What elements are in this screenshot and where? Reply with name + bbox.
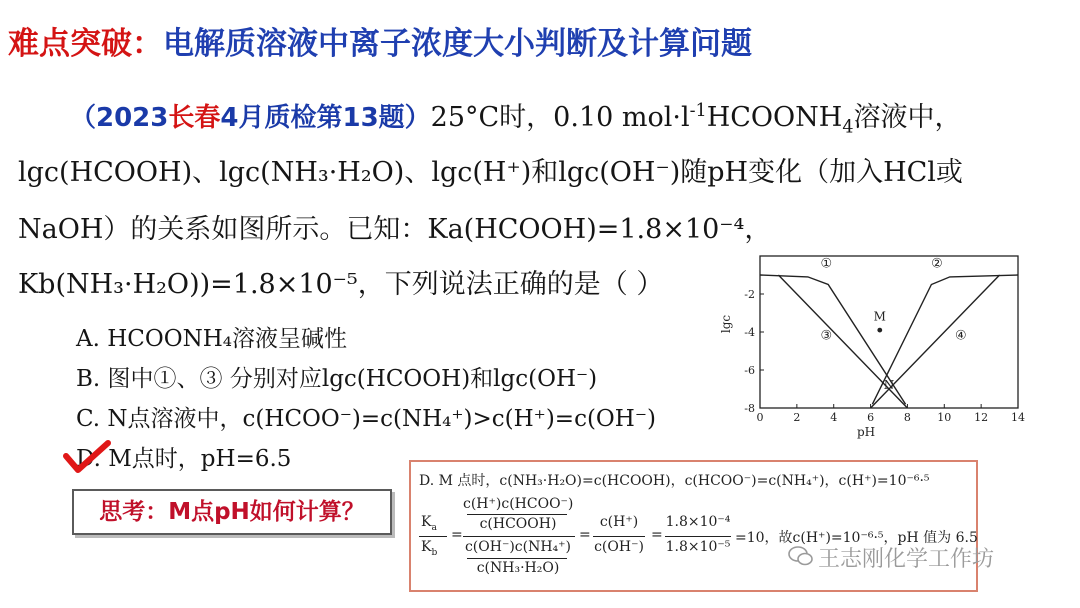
solution-result: =10，故c(H⁺)=10⁻⁶·⁵，pH 值为 6.5: [735, 530, 978, 546]
problem-line-1: （2023长春4月质检第13题）25°C时，0.10 $mol\cdot l^{-1}HCOONH_4$溶液中，: [70, 101, 962, 138]
annotation-m: M: [873, 309, 886, 324]
eq-2: =: [579, 527, 591, 543]
x-tick-label-0: 0: [756, 411, 764, 424]
checkmark-icon: [62, 440, 112, 476]
y-tick-label-3: -8: [744, 402, 755, 415]
option-a: A. HCOONH₄溶液呈碱性: [76, 326, 348, 352]
problem-line-3: NaOH）的关系如图所示。已知：Ka(HCOOH)=1.8×10⁻⁴，: [18, 214, 772, 245]
bar-4: [665, 536, 731, 537]
series-label-4: ④: [955, 328, 967, 344]
frac3-den: 1.8×10⁻⁵: [665, 539, 731, 555]
x-tick-label-6: 12: [974, 411, 989, 424]
title-main: 电解质溶液中离子浓度大小判断及计算问题: [163, 26, 752, 62]
eq-3: =: [651, 527, 663, 543]
frac2-num: c(H⁺): [599, 514, 639, 530]
x-tick-label-3: 6: [867, 411, 875, 424]
problem-line-2: lgc(HCOOH)、lgc(NH₃·H₂O)、lgc(H⁺)和lgc(OH⁻)随pH变化（加入HCl或: [18, 157, 963, 188]
think-box: 思考：M点pH如何计算？: [72, 489, 392, 535]
watermark: 王志刚化学工作坊: [818, 547, 995, 572]
problem-source: （2023长春4月质检第13题）: [70, 103, 431, 133]
eq-1: =: [451, 527, 463, 543]
option-c: C. N点溶液中，c(HCOO⁻)=c(NH₄⁺)>c(H⁺)=c(OH⁻): [76, 406, 656, 432]
y-axis-label: lgc: [719, 314, 733, 334]
bar-2: [467, 558, 567, 559]
title-prefix: 难点突破：: [8, 26, 163, 62]
annotation-n: N: [883, 378, 895, 392]
frac2-den: c(OH⁻): [594, 539, 644, 555]
frac3-num: 1.8×10⁻⁴: [665, 514, 731, 530]
ka-label: $K_a$: [421, 514, 437, 533]
solution-line-1: D. M 点时，c(NH₃·H₂O)=c(HCOOH)，c(HCOO⁻)=c(NH₄⁺)，c(H⁺)=10⁻⁶·⁵: [419, 473, 930, 489]
option-b: B. 图中①、③ 分别对应lgc(HCOOH)和lgc(OH⁻): [76, 366, 598, 392]
y-tick-label-2: -6: [744, 364, 755, 377]
series-label-3: ③: [820, 328, 833, 344]
series-label-2: ②: [931, 256, 943, 272]
chart: [718, 248, 1028, 448]
x-tick-label-1: 2: [793, 411, 801, 424]
page-title: [8, 18, 752, 63]
x-tick-label-4: 8: [903, 411, 911, 424]
series-label-1: ①: [820, 256, 833, 272]
main-bar: [463, 536, 575, 537]
option-d: D. M点时，pH=6.5: [76, 446, 292, 472]
den2: c(NH₃·H₂O): [476, 560, 560, 576]
num1: c(H⁺)c(HCOO⁻): [463, 496, 574, 512]
x-tick-label-5: 10: [937, 411, 952, 424]
ratio-bar: [419, 536, 447, 537]
y-tick-label-1: -4: [744, 326, 755, 339]
num2: c(OH⁻)c(NH₄⁺): [464, 539, 572, 555]
x-axis-label: pH: [857, 425, 876, 439]
y-tick-label-0: -2: [744, 288, 755, 301]
wechat-icon: [788, 545, 814, 567]
den1: c(HCOOH): [479, 516, 557, 532]
bar-3: [593, 536, 645, 537]
kb-label: $K_b$: [421, 539, 438, 558]
x-tick-label-7: 14: [1011, 411, 1025, 424]
point-m: [877, 328, 882, 333]
problem-line-4: Kb(NH₃·H₂O))=1.8×10⁻⁵，下列说法正确的是（ ）: [18, 269, 664, 300]
x-tick-label-2: 4: [830, 411, 838, 424]
bar-1: [467, 514, 567, 515]
